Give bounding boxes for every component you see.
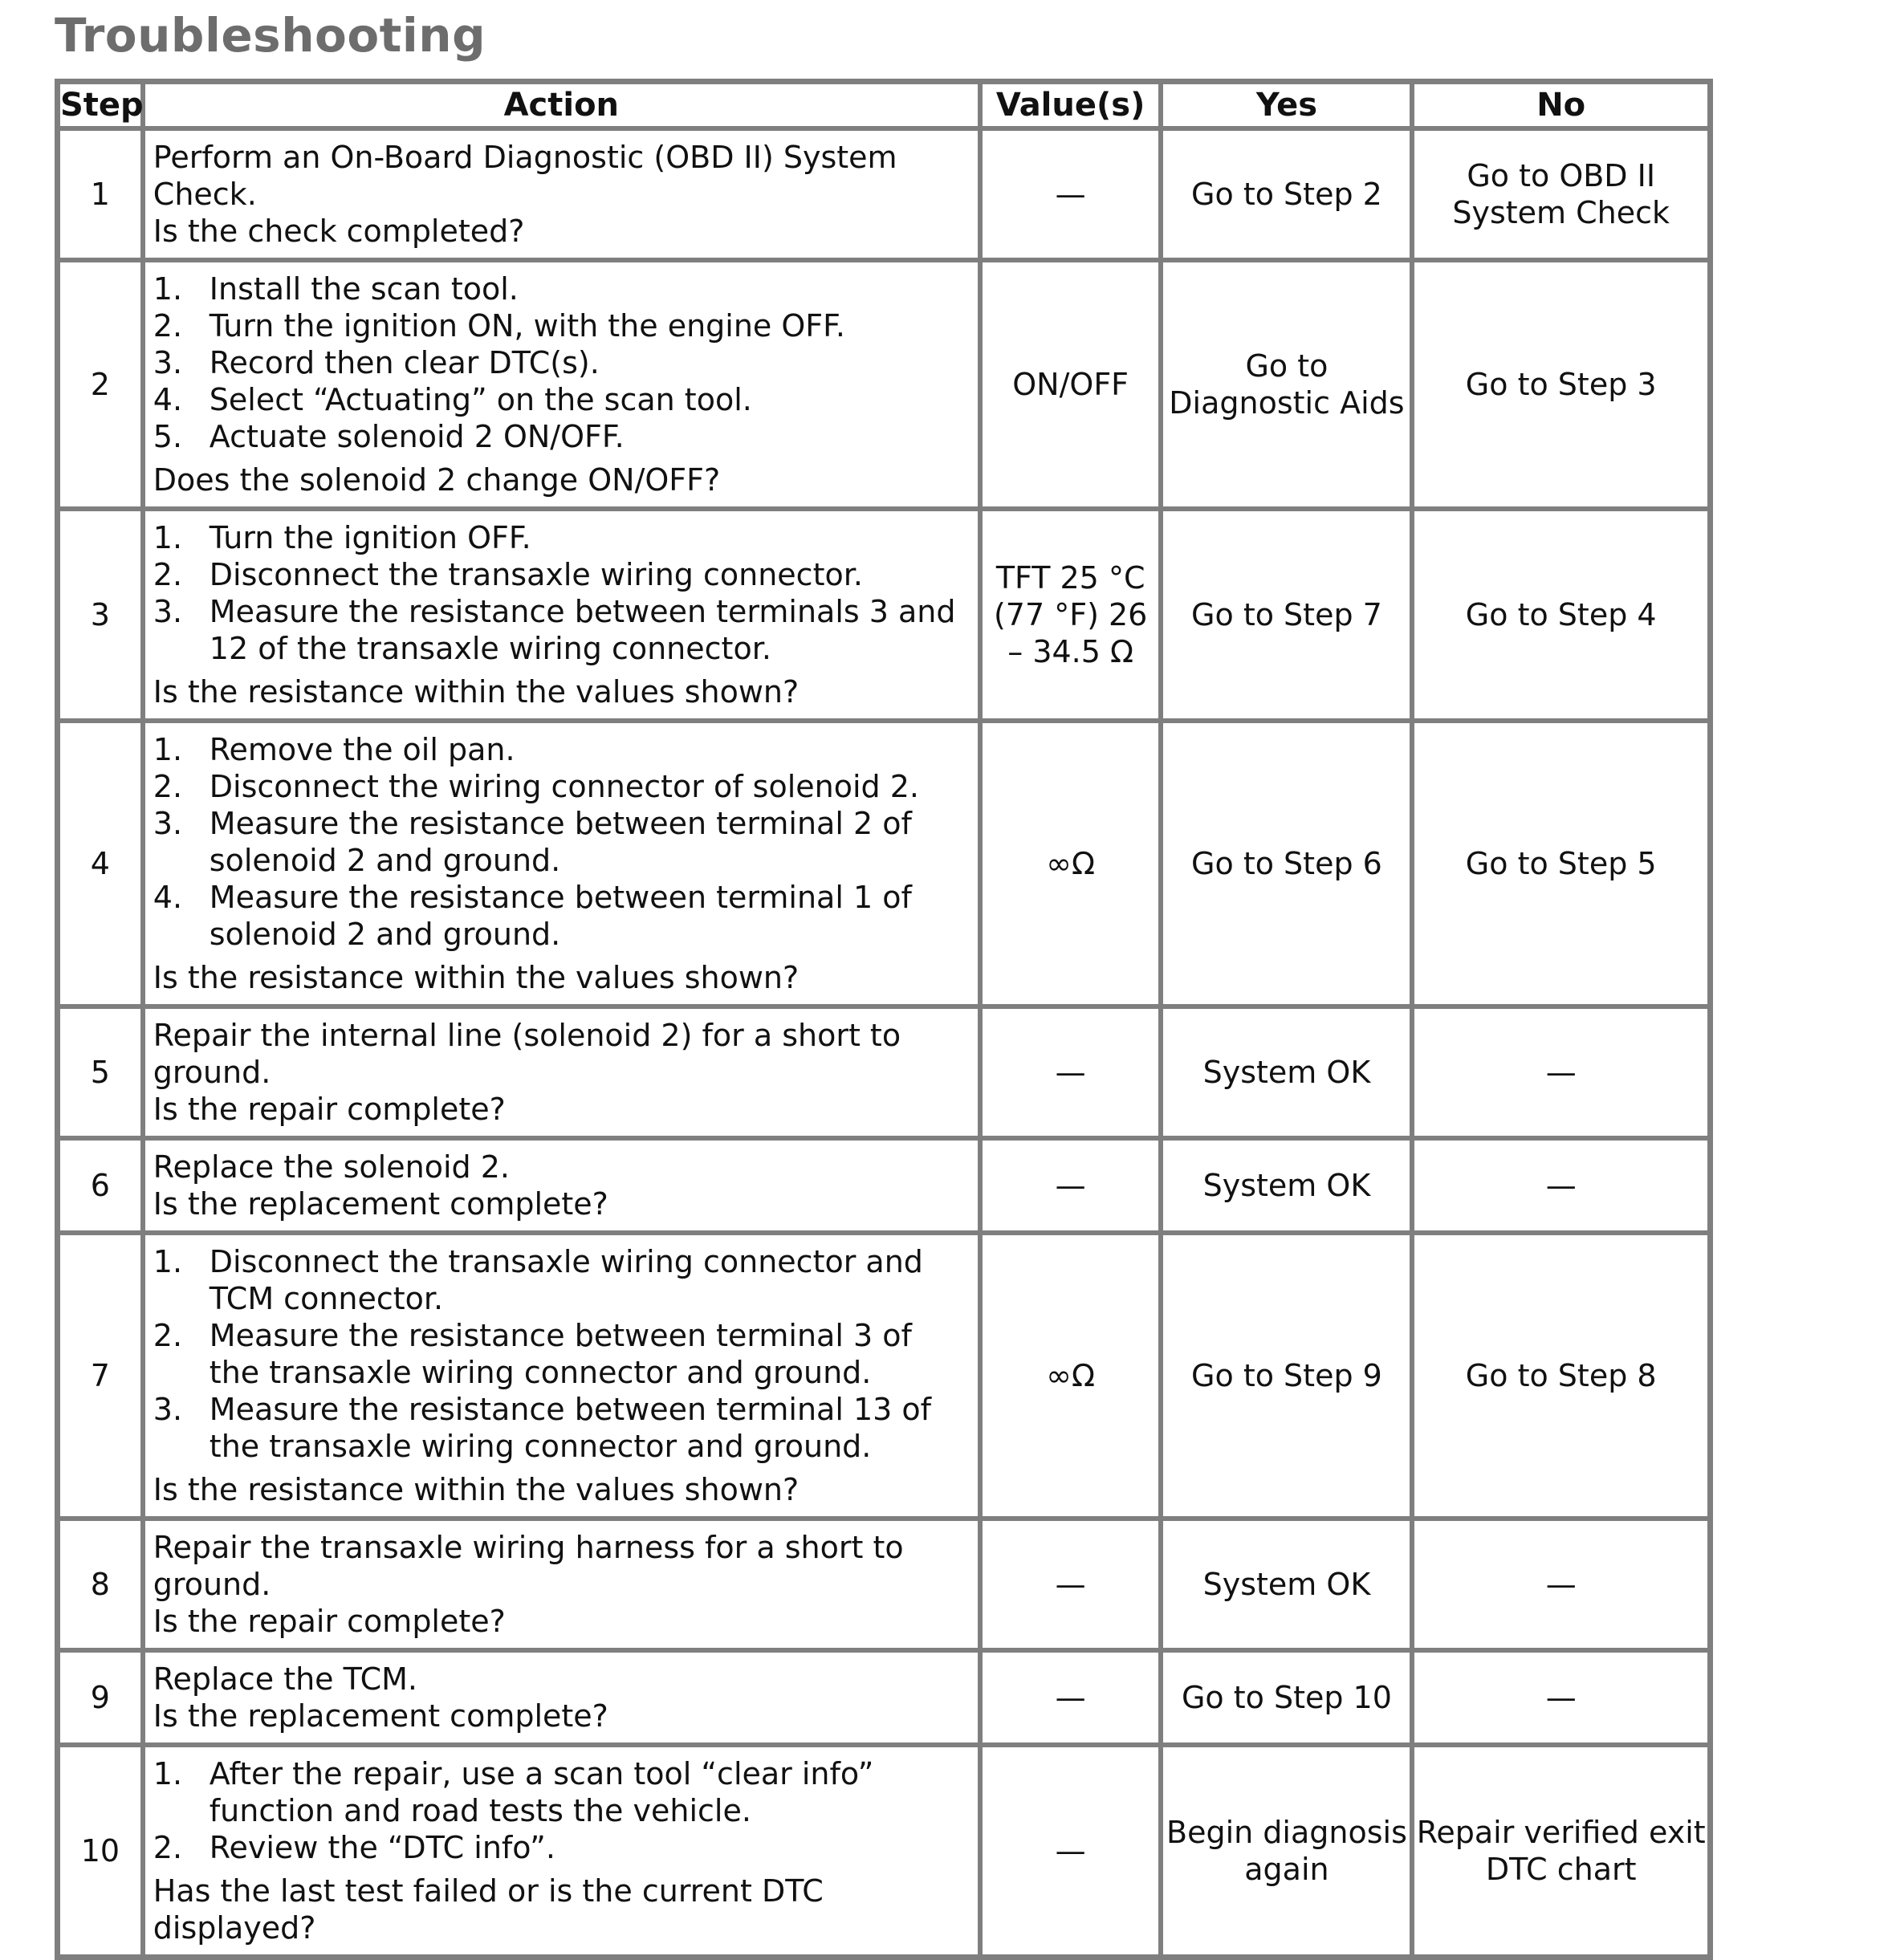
troubleshooting-table	[55, 79, 1713, 1960]
action-question: Is the resistance within the values shown?	[153, 1472, 800, 1507]
yes-cell: Go to Step 7	[1161, 509, 1412, 721]
table-row	[58, 260, 1711, 509]
list-item	[153, 731, 970, 768]
list-item-text: Actuate solenoid 2 ON/OFF.	[209, 419, 625, 454]
table-row	[58, 1006, 1711, 1138]
header-yes: Yes	[1161, 82, 1412, 129]
action-question: Does the solenoid 2 change ON/OFF?	[153, 462, 721, 498]
list-item-number: 3.	[153, 1392, 183, 1427]
list-item-text: Measure the resistance between terminals 3 and 12 of the transaxle wiring connector.	[209, 594, 956, 666]
list-item-number: 1.	[153, 520, 183, 555]
list-item-number: 3.	[153, 594, 183, 629]
list-item	[153, 1391, 970, 1465]
list-item	[153, 344, 970, 381]
list-item	[153, 418, 970, 455]
list-item-number: 1.	[153, 1244, 183, 1279]
no-cell: —	[1412, 1519, 1710, 1650]
action-cell	[143, 1006, 980, 1138]
list-item-number: 4.	[153, 880, 183, 915]
list-item-number: 2.	[153, 308, 183, 344]
list-item-text: Measure the resistance between terminal 13 of the transaxle wiring connector and ground.	[209, 1392, 932, 1464]
value-cell: ∞Ω	[980, 1233, 1162, 1519]
action-question: Is the resistance within the values shown?	[153, 674, 800, 710]
list-item-number: 1.	[153, 271, 183, 307]
list-item	[153, 879, 970, 953]
action-question: Is the replacement complete?	[153, 1186, 608, 1222]
action-question: Is the replacement complete?	[153, 1698, 608, 1734]
list-item-number: 5.	[153, 419, 183, 454]
action-intro: Replace the TCM.	[153, 1661, 418, 1697]
list-item-text: Remove the oil pan.	[209, 732, 515, 767]
action-cell	[143, 721, 980, 1006]
step-number: 7	[58, 1233, 143, 1519]
page-title: Troubleshooting	[55, 8, 486, 63]
step-number: 6	[58, 1138, 143, 1233]
list-item	[153, 805, 970, 879]
list-item-number: 2.	[153, 557, 183, 592]
list-item-number: 2.	[153, 1318, 183, 1353]
action-intro: Repair the transaxle wiring harness for a short to ground.	[153, 1530, 904, 1602]
yes-cell: Go to Step 10	[1161, 1650, 1412, 1745]
step-number: 10	[58, 1745, 143, 1958]
step-number: 3	[58, 509, 143, 721]
list-item-number: 2.	[153, 769, 183, 804]
list-item-text: Install the scan tool.	[209, 271, 519, 307]
action-cell	[143, 1650, 980, 1745]
action-cell	[143, 260, 980, 509]
table-body	[58, 128, 1711, 1958]
list-item-number: 1.	[153, 732, 183, 767]
list-item	[153, 519, 970, 556]
value-cell: —	[980, 1006, 1162, 1138]
no-cell: Repair verified exit DTC chart	[1412, 1745, 1710, 1958]
list-item	[153, 307, 970, 344]
list-item-number: 3.	[153, 806, 183, 841]
table-row	[58, 1650, 1711, 1745]
list-item	[153, 1755, 970, 1829]
value-cell: —	[980, 128, 1162, 260]
list-item	[153, 1829, 970, 1866]
no-cell: Go to OBD II System Check	[1412, 128, 1710, 260]
list-item-text: Turn the ignition OFF.	[209, 520, 531, 555]
action-steps-list	[153, 1755, 970, 1866]
list-item-text: Disconnect the transaxle wiring connector and TCM connector.	[209, 1244, 923, 1316]
list-item-text: Review the “DTC info”.	[209, 1830, 555, 1865]
table-header-row	[58, 82, 1711, 129]
action-intro: Replace the solenoid 2.	[153, 1149, 510, 1185]
action-cell	[143, 1138, 980, 1233]
table-row	[58, 509, 1711, 721]
list-item-text: Measure the resistance between terminal 2 of solenoid 2 and ground.	[209, 806, 912, 878]
header-values: Value(s)	[980, 82, 1162, 129]
list-item-text: Measure the resistance between terminal 3 of the transaxle wiring connector and ground.	[209, 1318, 912, 1390]
no-cell: —	[1412, 1138, 1710, 1233]
yes-cell: Begin diagnosis again	[1161, 1745, 1412, 1958]
list-item	[153, 556, 970, 593]
action-intro: Repair the internal line (solenoid 2) for a short to ground.	[153, 1018, 901, 1090]
action-steps-list	[153, 270, 970, 455]
yes-cell: Go to Step 2	[1161, 128, 1412, 260]
step-number: 1	[58, 128, 143, 260]
table-row	[58, 1745, 1711, 1958]
no-cell: Go to Step 5	[1412, 721, 1710, 1006]
step-number: 9	[58, 1650, 143, 1745]
list-item	[153, 1317, 970, 1391]
list-item-number: 2.	[153, 1830, 183, 1865]
table-row	[58, 1138, 1711, 1233]
step-number: 5	[58, 1006, 143, 1138]
action-cell	[143, 509, 980, 721]
header-action: Action	[143, 82, 980, 129]
no-cell: Go to Step 3	[1412, 260, 1710, 509]
action-cell	[143, 1745, 980, 1958]
yes-cell: Go to Diagnostic Aids	[1161, 260, 1412, 509]
value-cell: —	[980, 1745, 1162, 1958]
yes-cell: System OK	[1161, 1138, 1412, 1233]
list-item	[153, 593, 970, 667]
action-question: Is the resistance within the values shown?	[153, 960, 800, 995]
step-number: 2	[58, 260, 143, 509]
yes-cell: System OK	[1161, 1519, 1412, 1650]
value-cell: —	[980, 1650, 1162, 1745]
header-no: No	[1412, 82, 1710, 129]
action-question: Is the check completed?	[153, 213, 525, 249]
action-steps-list	[153, 1243, 970, 1465]
no-cell: —	[1412, 1006, 1710, 1138]
action-cell	[143, 1233, 980, 1519]
table-row	[58, 1519, 1711, 1650]
yes-cell: Go to Step 6	[1161, 721, 1412, 1006]
action-steps-list	[153, 519, 970, 667]
list-item-text: Disconnect the transaxle wiring connector.	[209, 557, 863, 592]
list-item-number: 3.	[153, 345, 183, 380]
no-cell: Go to Step 8	[1412, 1233, 1710, 1519]
list-item-text: Disconnect the wiring connector of solenoid 2.	[209, 769, 919, 804]
no-cell: Go to Step 4	[1412, 509, 1710, 721]
list-item	[153, 270, 970, 307]
table-row	[58, 128, 1711, 260]
action-intro: Perform an On-Board Diagnostic (OBD II) System Check.	[153, 140, 897, 212]
step-number: 8	[58, 1519, 143, 1650]
list-item-text: Select “Actuating” on the scan tool.	[209, 382, 752, 417]
list-item	[153, 768, 970, 805]
action-question: Is the repair complete?	[153, 1604, 506, 1639]
no-cell: —	[1412, 1650, 1710, 1745]
list-item-number: 1.	[153, 1756, 183, 1791]
table-row	[58, 721, 1711, 1006]
action-question: Is the repair complete?	[153, 1092, 506, 1127]
action-cell	[143, 1519, 980, 1650]
action-question: Has the last test failed or is the current DTC displayed?	[153, 1873, 824, 1946]
value-cell: —	[980, 1138, 1162, 1233]
yes-cell: Go to Step 9	[1161, 1233, 1412, 1519]
list-item-text: After the repair, use a scan tool “clear info” function and road tests the vehicle.	[209, 1756, 874, 1828]
list-item-text: Turn the ignition ON, with the engine OFF.	[209, 308, 845, 344]
value-cell: ∞Ω	[980, 721, 1162, 1006]
list-item-number: 4.	[153, 382, 183, 417]
action-cell	[143, 128, 980, 260]
header-step: Step	[58, 82, 143, 129]
yes-cell: System OK	[1161, 1006, 1412, 1138]
list-item-text: Measure the resistance between terminal 1 of solenoid 2 and ground.	[209, 880, 912, 952]
value-cell: ON/OFF	[980, 260, 1162, 509]
step-number: 4	[58, 721, 143, 1006]
list-item	[153, 1243, 970, 1317]
action-steps-list	[153, 731, 970, 953]
list-item-text: Record then clear DTC(s).	[209, 345, 600, 380]
list-item	[153, 381, 970, 418]
value-cell: —	[980, 1519, 1162, 1650]
value-cell: TFT 25 °C (77 °F) 26 – 34.5 Ω	[980, 509, 1162, 721]
table-row	[58, 1233, 1711, 1519]
